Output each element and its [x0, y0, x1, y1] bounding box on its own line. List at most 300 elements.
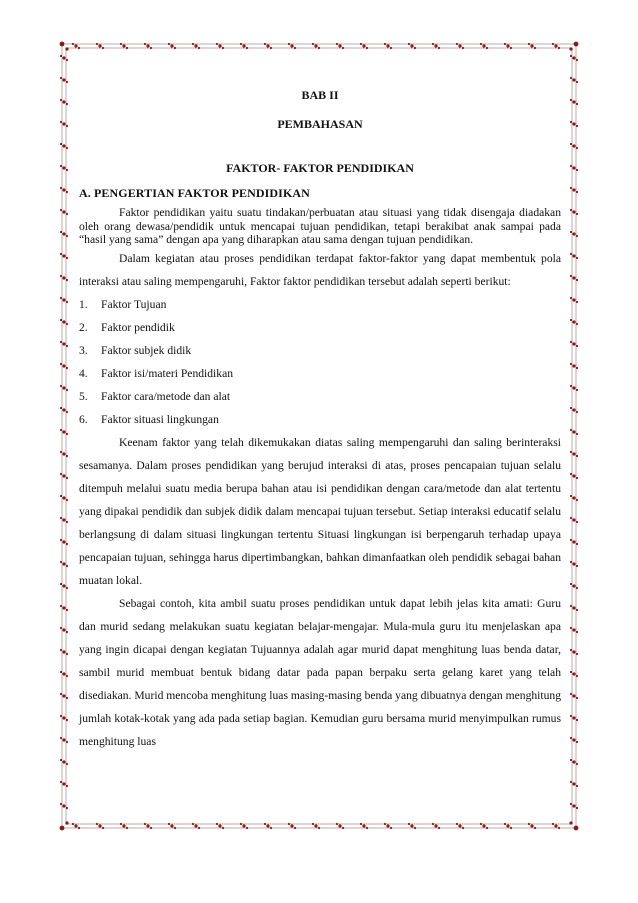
border-ornament-dot [570, 737, 572, 739]
border-ornament-dot [60, 826, 65, 831]
interaction-paragraph: Keenam faktor yang telah dikemukakan diatas saling mempengaruhi dan saling berinteraksi sesamanya. Dalam proses pendidikan yang berujud interaksi di atas, proses pencapaian tujuan selalu ditempuh melalui suatu media berupa bahan atau isi pendidikan dengan cara/metode dan alat tertentu yang dipakai pendidik dan subjek didik dalam mencapai tujuan tersebut. Setiap interaksi educatif selalu berlangsung di dalam situasi lingkungan tertentu Situasi lingkungan isi berpengaruh terhadap upaya pencapaian tujuan, sehingga harus dipertimbangkan, bahkan dimanfaatkan oleh pendidik sebagai bahan muatan lokal. [79, 435, 561, 587]
intro-list-paragraph: Dalam kegiatan atau proses pendidikan terdapat faktor-faktor yang dapat membentuk pola interaksi atau saling mempengaruhi, Faktor faktor pendidikan tersebut adalah seperti berikut: [79, 251, 561, 288]
border-ornament-dot [414, 827, 416, 829]
list-item-label: Faktor subjek didik [101, 343, 192, 357]
border-ornament-dot [386, 44, 389, 47]
border-ornament-dot [572, 804, 575, 807]
border-ornament-dot [572, 100, 575, 103]
border-ornament-dot [66, 433, 68, 435]
border-ornament-dot [62, 298, 65, 301]
list-item [79, 293, 561, 316]
border-ornament-dot [60, 627, 62, 629]
border-ornament-dot [390, 827, 392, 829]
border-ornament-dot [570, 715, 572, 717]
border-ornament-dot [60, 693, 62, 695]
border-ornament-dot [408, 43, 410, 45]
border-ornament-dot [572, 738, 575, 741]
border-ornament-dot [66, 653, 68, 655]
border-ornament-dot [242, 824, 245, 827]
border-ornament-dot [576, 235, 578, 237]
border-ornament-dot [192, 823, 194, 825]
border-ornament-dot [576, 213, 578, 215]
border-ornament-dot [66, 389, 68, 391]
border-ornament-dot [174, 47, 176, 49]
border-ornament-dot [168, 823, 170, 825]
border-ornament-dot [60, 803, 62, 805]
border-ornament-dot [66, 103, 68, 105]
border-ornament-dot [66, 499, 68, 501]
border-ornament-dot [98, 44, 101, 47]
border-ornament-dot [572, 276, 575, 279]
border-ornament-dot [318, 827, 320, 829]
border-ornament-dot [576, 455, 578, 457]
border-ornament-dot [192, 43, 194, 45]
border-ornament-dot [120, 823, 122, 825]
section-heading: A. PENGERTIAN FAKTOR PENDIDIKAN [79, 186, 310, 200]
border-ornament-dot [336, 823, 338, 825]
factor-list [79, 293, 561, 431]
border-ornament-dot [482, 824, 485, 827]
border-ornament-dot [410, 824, 413, 827]
list-item-label: Faktor pendidik [101, 320, 175, 334]
border-ornament-dot [510, 47, 512, 49]
border-ornament-dot [144, 43, 146, 45]
border-ornament-dot [62, 232, 65, 235]
border-ornament-dot [438, 47, 440, 49]
border-ornament-dot [534, 827, 536, 829]
border-ornament-dot [242, 44, 245, 47]
border-ornament-dot [408, 823, 410, 825]
border-ornament-dot [576, 257, 578, 259]
border-ornament-dot [572, 760, 575, 763]
border-ornament-dot [62, 408, 65, 411]
border-ornament-dot [66, 455, 68, 457]
document-page [79, 88, 561, 753]
border-ornament-dot [572, 518, 575, 521]
border-ornament-dot [218, 44, 221, 47]
border-ornament-dot [576, 279, 578, 281]
border-ornament-dot [576, 631, 578, 633]
border-ornament-dot [60, 451, 62, 453]
border-ornament-dot [170, 44, 173, 47]
border-ornament-dot [576, 697, 578, 699]
border-ornament-dot [576, 587, 578, 589]
chapter-heading: BAB II [301, 88, 339, 102]
border-ornament-dot [572, 78, 575, 81]
border-ornament-dot [572, 188, 575, 191]
list-number: 6. [79, 412, 88, 426]
border-ornament-dot [338, 824, 341, 827]
border-ornament-dot [312, 43, 314, 45]
border-ornament-dot [576, 675, 578, 677]
border-ornament-dot [266, 44, 269, 47]
border-ornament-dot [576, 785, 578, 787]
list-number: 3. [79, 343, 88, 357]
border-ornament-dot [62, 342, 65, 345]
border-ornament-dot [506, 824, 509, 827]
border-ornament-dot [576, 323, 578, 325]
border-ornament-dot [570, 781, 572, 783]
border-ornament-dot [60, 407, 62, 409]
border-ornament-dot [62, 430, 65, 433]
border-ornament-dot [456, 823, 458, 825]
border-ornament-dot [572, 386, 575, 389]
border-ornament-dot [572, 540, 575, 543]
border-ornament-dot [572, 716, 575, 719]
border-ornament-dot [60, 517, 62, 519]
border-ornament-dot [60, 671, 62, 673]
border-ornament-dot [528, 823, 530, 825]
border-ornament-dot [288, 823, 290, 825]
border-ornament-dot [576, 103, 578, 105]
border-ornament-dot [246, 827, 248, 829]
border-ornament-dot [60, 385, 62, 387]
border-ornament-dot [570, 561, 572, 563]
border-ornament-dot [66, 807, 68, 809]
border-ornament-dot [96, 43, 98, 45]
border-ornament-dot [314, 44, 317, 47]
border-ornament-dot [480, 43, 482, 45]
border-ornament-dot [362, 824, 365, 827]
list-number: 2. [79, 320, 88, 334]
border-ornament-dot [60, 319, 62, 321]
border-ornament-dot [62, 144, 65, 147]
border-ornament-dot [384, 823, 386, 825]
border-ornament-dot [366, 47, 368, 49]
border-ornament-dot [198, 47, 200, 49]
border-ornament-dot [62, 166, 65, 169]
border-ornament-dot [576, 411, 578, 413]
border-ornament-dot [60, 143, 62, 145]
border-ornament-dot [572, 166, 575, 169]
border-ornament-dot [60, 429, 62, 431]
border-ornament-dot [60, 715, 62, 717]
border-ornament-dot [264, 823, 266, 825]
border-ornament-dot [569, 821, 572, 824]
border-ornament-dot [270, 47, 272, 49]
border-ornament-dot [570, 231, 572, 233]
border-ornament-dot [360, 43, 362, 45]
border-ornament-dot [572, 254, 575, 257]
list-item [79, 339, 561, 362]
border-ornament-dot [62, 584, 65, 587]
border-ornament-dot [66, 565, 68, 567]
border-ornament-dot [60, 209, 62, 211]
border-ornament-dot [570, 385, 572, 387]
border-ornament-dot [572, 342, 575, 345]
border-ornament-dot [294, 47, 296, 49]
border-ornament-dot [98, 824, 101, 827]
border-ornament-dot [572, 650, 575, 653]
border-ornament-dot [318, 47, 320, 49]
border-ornament-dot [336, 43, 338, 45]
border-ornament-dot [530, 824, 533, 827]
border-ornament-dot [66, 301, 68, 303]
border-ornament-dot [390, 47, 392, 49]
border-ornament-dot [168, 43, 170, 45]
border-ornament-dot [66, 257, 68, 259]
border-ornament-dot [66, 59, 68, 61]
border-ornament-dot [60, 495, 62, 497]
border-ornament-dot [194, 824, 197, 827]
border-ornament-dot [62, 760, 65, 763]
border-ornament-dot [264, 43, 266, 45]
border-ornament-dot [570, 539, 572, 541]
border-ornament-dot [126, 827, 128, 829]
border-ornament-dot [576, 345, 578, 347]
border-ornament-dot [62, 738, 65, 741]
border-ornament-dot [60, 759, 62, 761]
border-ornament-dot [62, 100, 65, 103]
border-ornament-dot [246, 47, 248, 49]
border-ornament-dot [570, 627, 572, 629]
border-ornament-dot [66, 631, 68, 633]
border-ornament-dot [554, 44, 557, 47]
border-ornament-dot [572, 364, 575, 367]
border-ornament-dot [62, 496, 65, 499]
border-ornament-dot [366, 827, 368, 829]
border-ornament-dot [66, 125, 68, 127]
border-ornament-dot [456, 43, 458, 45]
border-ornament-dot [570, 803, 572, 805]
border-ornament-dot [62, 782, 65, 785]
border-ornament-dot [120, 43, 122, 45]
border-ornament-dot [62, 804, 65, 807]
border-ornament-dot [65, 821, 68, 824]
example-paragraph: Sebagai contoh, kita ambil suatu proses pendidikan untuk dapat lebih jelas kita amati: Guru dan murid sedang melakukan suatu kegiatan belajar-mengajar. Mula-mula guru itu menjelaskan apa yang ingin dicapai dengan kegiatan Tujuannya adalah agar murid dapat menghitung luas benda datar, sambil murid membuat bentuk bidang datar pada papan berpaku serta gelang karet yang telah disediakan. Murid mencoba menghitung luas masing-masing benda yang dibuatnya dengan menghitung jumlah kotak-kotak yang ada pada setiap bagian. Kemudian guru bersama murid menyimpulkan rumus menghitung luas [79, 596, 562, 748]
border-ornament-dot [570, 297, 572, 299]
border-ornament-dot [60, 605, 62, 607]
list-item [79, 362, 561, 385]
border-ornament-dot [570, 187, 572, 189]
border-ornament-dot [360, 823, 362, 825]
border-ornament-dot [126, 47, 128, 49]
border-ornament-dot [486, 47, 488, 49]
border-ornament-dot [570, 253, 572, 255]
border-ornament-dot [66, 719, 68, 721]
border-ornament-dot [72, 823, 74, 825]
border-ornament-dot [60, 99, 62, 101]
border-ornament-dot [62, 276, 65, 279]
border-ornament-dot [554, 824, 557, 827]
border-ornament-dot [122, 44, 125, 47]
border-ornament-dot [66, 345, 68, 347]
border-ornament-dot [576, 169, 578, 171]
border-ornament-dot [572, 694, 575, 697]
border-ornament-dot [66, 521, 68, 523]
border-ornament-dot [198, 827, 200, 829]
border-ornament-dot [576, 191, 578, 193]
border-ornament-dot [60, 473, 62, 475]
border-ornament-dot [572, 606, 575, 609]
border-ornament-dot [552, 823, 554, 825]
border-ornament-dot [78, 47, 80, 49]
border-ornament-dot [60, 55, 62, 57]
border-ornament-dot [62, 78, 65, 81]
border-ornament-dot [534, 47, 536, 49]
border-ornament-dot [62, 254, 65, 257]
border-ornament-dot [66, 543, 68, 545]
border-ornament-dot [576, 81, 578, 83]
border-ornament-dot [558, 827, 560, 829]
border-ornament-dot [572, 474, 575, 477]
border-ornament-dot [78, 827, 80, 829]
border-ornament-dot [60, 539, 62, 541]
border-ornament-dot [62, 122, 65, 125]
border-ornament-dot [240, 823, 242, 825]
border-ornament-dot [458, 44, 461, 47]
border-ornament-dot [570, 209, 572, 211]
border-ornament-dot [146, 824, 149, 827]
border-ornament-dot [62, 540, 65, 543]
border-ornament-dot [572, 298, 575, 301]
border-ornament-dot [60, 363, 62, 365]
part-heading: PEMBAHASAN [277, 117, 363, 131]
border-ornament-dot [572, 320, 575, 323]
border-ornament-dot [96, 823, 98, 825]
border-ornament-dot [62, 452, 65, 455]
border-ornament-dot [338, 44, 341, 47]
border-ornament-dot [60, 781, 62, 783]
border-ornament-dot [218, 824, 221, 827]
border-ornament-dot [570, 759, 572, 761]
border-ornament-dot [572, 628, 575, 631]
border-ornament-dot [122, 824, 125, 827]
border-ornament-dot [174, 827, 176, 829]
border-ornament-dot [432, 43, 434, 45]
border-ornament-dot [576, 609, 578, 611]
border-ornament-dot [386, 824, 389, 827]
border-ornament-dot [144, 823, 146, 825]
border-ornament-dot [66, 213, 68, 215]
border-ornament-dot [486, 827, 488, 829]
border-ornament-dot [570, 319, 572, 321]
border-ornament-dot [66, 279, 68, 281]
border-ornament-dot [570, 341, 572, 343]
border-ornament-dot [576, 763, 578, 765]
border-ornament-dot [62, 672, 65, 675]
border-ornament-dot [572, 452, 575, 455]
border-ornament-dot [576, 147, 578, 149]
border-ornament-dot [62, 364, 65, 367]
border-ornament-dot [66, 477, 68, 479]
border-ornament-dot [66, 697, 68, 699]
border-ornament-dot [270, 827, 272, 829]
border-ornament-dot [60, 121, 62, 123]
border-ornament-dot [576, 543, 578, 545]
border-ornament-dot [570, 429, 572, 431]
border-ornament-dot [62, 386, 65, 389]
border-ornament-dot [150, 827, 152, 829]
border-ornament-dot [62, 694, 65, 697]
border-ornament-dot [570, 495, 572, 497]
border-ornament-dot [60, 561, 62, 563]
border-ornament-dot [530, 44, 533, 47]
definition-paragraph: Faktor pendidikan yaitu suatu tindakan/perbuatan atau situasi yang tidak disengaja diadakan oleh orang dewasa/pendidik untuk mencapai tujuan pendidikan, tetapi berakibat anak sampai pada “hasil yang sama” dengan apa yang diharapkan atau sama dengan tujuan pendidikan. [79, 206, 561, 247]
border-ornament-dot [438, 827, 440, 829]
border-ornament-dot [266, 824, 269, 827]
border-ornament-dot [504, 823, 506, 825]
border-ornament-dot [576, 521, 578, 523]
list-item-label: Faktor Tujuan [101, 297, 167, 311]
border-ornament-dot [480, 823, 482, 825]
border-ornament-dot [462, 827, 464, 829]
border-ornament-dot [384, 43, 386, 45]
border-ornament-dot [102, 827, 104, 829]
border-ornament-dot [434, 44, 437, 47]
border-ornament-dot [60, 42, 65, 47]
border-ornament-dot [570, 363, 572, 365]
border-ornament-dot [558, 47, 560, 49]
border-ornament-dot [570, 671, 572, 673]
border-ornament-dot [288, 43, 290, 45]
border-ornament-dot [570, 99, 572, 101]
border-ornament-dot [410, 44, 413, 47]
border-ornament-dot [342, 47, 344, 49]
border-ornament-dot [62, 606, 65, 609]
border-ornament-dot [576, 301, 578, 303]
border-ornament-dot [66, 367, 68, 369]
border-ornament-dot [194, 44, 197, 47]
border-ornament-dot [66, 675, 68, 677]
border-ornament-dot [62, 320, 65, 323]
list-item [79, 385, 561, 408]
border-ornament-dot [66, 323, 68, 325]
border-ornament-dot [462, 47, 464, 49]
border-ornament-dot [576, 433, 578, 435]
border-ornament-dot [570, 605, 572, 607]
border-ornament-dot [570, 143, 572, 145]
border-ornament-dot [62, 210, 65, 213]
border-ornament-dot [572, 562, 575, 565]
border-ornament-dot [570, 517, 572, 519]
border-ornament-dot [506, 44, 509, 47]
border-ornament-dot [60, 737, 62, 739]
border-ornament-dot [290, 44, 293, 47]
border-ornament-dot [65, 47, 68, 50]
border-ornament-dot [434, 824, 437, 827]
border-ornament-dot [576, 653, 578, 655]
border-ornament-dot [576, 477, 578, 479]
border-ornament-dot [432, 823, 434, 825]
border-ornament-dot [572, 584, 575, 587]
border-ornament-dot [222, 47, 224, 49]
border-ornament-dot [60, 275, 62, 277]
border-ornament-dot [60, 341, 62, 343]
border-ornament-dot [62, 650, 65, 653]
border-ornament-dot [572, 56, 575, 59]
border-ornament-dot [66, 147, 68, 149]
border-ornament-dot [570, 451, 572, 453]
border-ornament-dot [170, 824, 173, 827]
list-number: 5. [79, 389, 88, 403]
border-ornament-dot [60, 231, 62, 233]
border-ornament-dot [572, 672, 575, 675]
border-ornament-dot [576, 389, 578, 391]
border-ornament-dot [60, 297, 62, 299]
document-title: FAKTOR- FAKTOR PENDIDIKAN [226, 161, 414, 175]
border-ornament-dot [66, 81, 68, 83]
border-ornament-dot [72, 43, 74, 45]
border-ornament-dot [504, 43, 506, 45]
list-item [79, 316, 561, 339]
border-ornament-dot [290, 824, 293, 827]
border-ornament-dot [66, 235, 68, 237]
border-ornament-dot [60, 187, 62, 189]
border-ornament-dot [572, 782, 575, 785]
border-ornament-dot [572, 144, 575, 147]
border-ornament-dot [576, 741, 578, 743]
